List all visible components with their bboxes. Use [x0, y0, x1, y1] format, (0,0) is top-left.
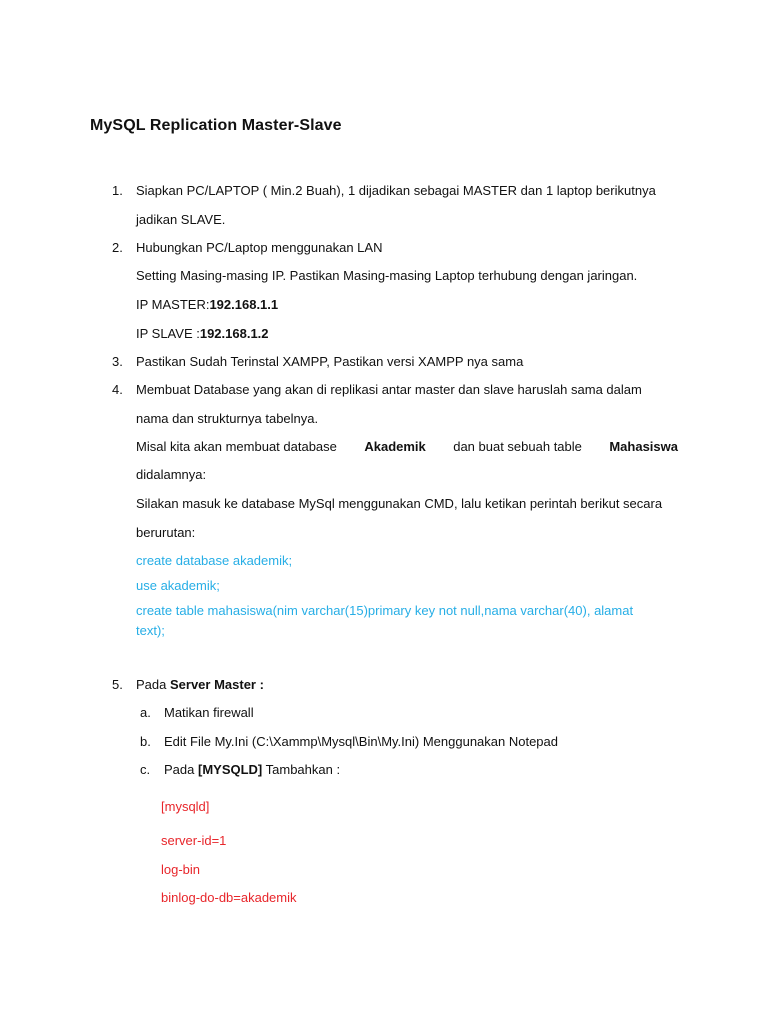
item-1-line-1-text: Siapkan PC/LAPTOP ( Min.2 Buah), 1 dijadikan sebagai MASTER dan 1 laptop berikutnya — [136, 183, 656, 198]
config-binlog-do-db: binlog-do-db=akademik — [161, 890, 297, 905]
config-section-header: [mysqld] — [161, 799, 210, 814]
item-3-line-1: Pastikan Sudah Terinstal XAMPP, Pastikan versi XAMPP nya sama — [136, 354, 524, 369]
ip-slave-label: IP SLAVE : — [136, 326, 200, 341]
subitem-c-text — [164, 761, 340, 778]
item-4-line-2: nama dan strukturnya tabelnya. — [136, 411, 319, 426]
item-2-line-1: Hubungkan PC/Laptop menggunakan LAN — [136, 240, 383, 255]
ip-slave-value: 192.168.1.2 — [199, 326, 269, 341]
config-server-id: server-id=1 — [161, 833, 227, 848]
sql-create-table-line-2: text); — [136, 623, 165, 638]
item-5-line-1 — [136, 676, 264, 693]
ip-master-label: IP MASTER: — [136, 297, 210, 312]
sql-use-database: use akademik; — [136, 578, 220, 593]
item-2-line-2: Setting Masing-masing IP. Pastikan Masing-masing Laptop terhubung dengan jaringan. — [136, 268, 638, 283]
subitem-a-text: Matikan firewall — [164, 705, 254, 720]
document-title: MySQL Replication Master-Slave — [90, 117, 342, 134]
table-name: Mahasiswa — [609, 439, 678, 454]
subitem-letter-a: a. — [140, 705, 151, 720]
item-4-paragraph-3-line-2: berurutan: — [136, 525, 196, 540]
item-number-4: 4. — [112, 382, 123, 397]
ip-master-value: 192.168.1.1 — [209, 297, 279, 312]
sql-create-database: create database akademik; — [136, 553, 293, 568]
subitem-letter-c: c. — [140, 762, 151, 777]
database-name: Akademik — [364, 439, 426, 454]
subitem-c-prefix: Pada — [164, 762, 198, 777]
item-4-p2-words-2: dan buat sebuah table — [453, 439, 582, 454]
ip-master-line — [136, 296, 278, 313]
item-1-line-2: jadikan SLAVE. — [136, 212, 226, 227]
server-master-label: Server Master : — [169, 677, 264, 692]
item-4-paragraph-3-line-1 — [136, 495, 678, 512]
ip-slave-line — [136, 325, 269, 342]
mysqld-section-label: [MYSQLD] — [197, 762, 263, 777]
item-4-paragraph-2-line-1 — [136, 438, 678, 455]
item-1-line-1 — [136, 182, 678, 199]
item-number-3: 3. — [112, 354, 123, 369]
item-number-1: 1. — [112, 183, 123, 198]
item-5-prefix: Pada — [136, 677, 170, 692]
item-number-2: 2. — [112, 240, 123, 255]
item-4-paragraph-2-line-2: didalamnya: — [136, 467, 207, 482]
item-4-p3-text: Silakan masuk ke database MySql menggunakan CMD, lalu ketikan perintah berikut secara — [136, 496, 663, 511]
item-4-line-1 — [136, 381, 678, 398]
subitem-letter-b: b. — [140, 734, 151, 749]
item-number-5: 5. — [112, 677, 123, 692]
subitem-b-text: Edit File My.Ini (C:\Xammp\Mysql\Bin\My.Ini) Menggunakan Notepad — [164, 734, 558, 749]
config-log-bin: log-bin — [161, 862, 201, 877]
sql-create-table-line-1: create table mahasiswa(nim varchar(15)primary key not null,nama varchar(40), alamat — [136, 603, 634, 618]
item-4-p2-words-1: Misal kita akan membuat database — [136, 439, 337, 454]
subitem-c-suffix: Tambahkan : — [262, 762, 341, 777]
item-4-line-1-text: Membuat Database yang akan di replikasi antar master dan slave haruslah sama dalam — [136, 382, 642, 397]
